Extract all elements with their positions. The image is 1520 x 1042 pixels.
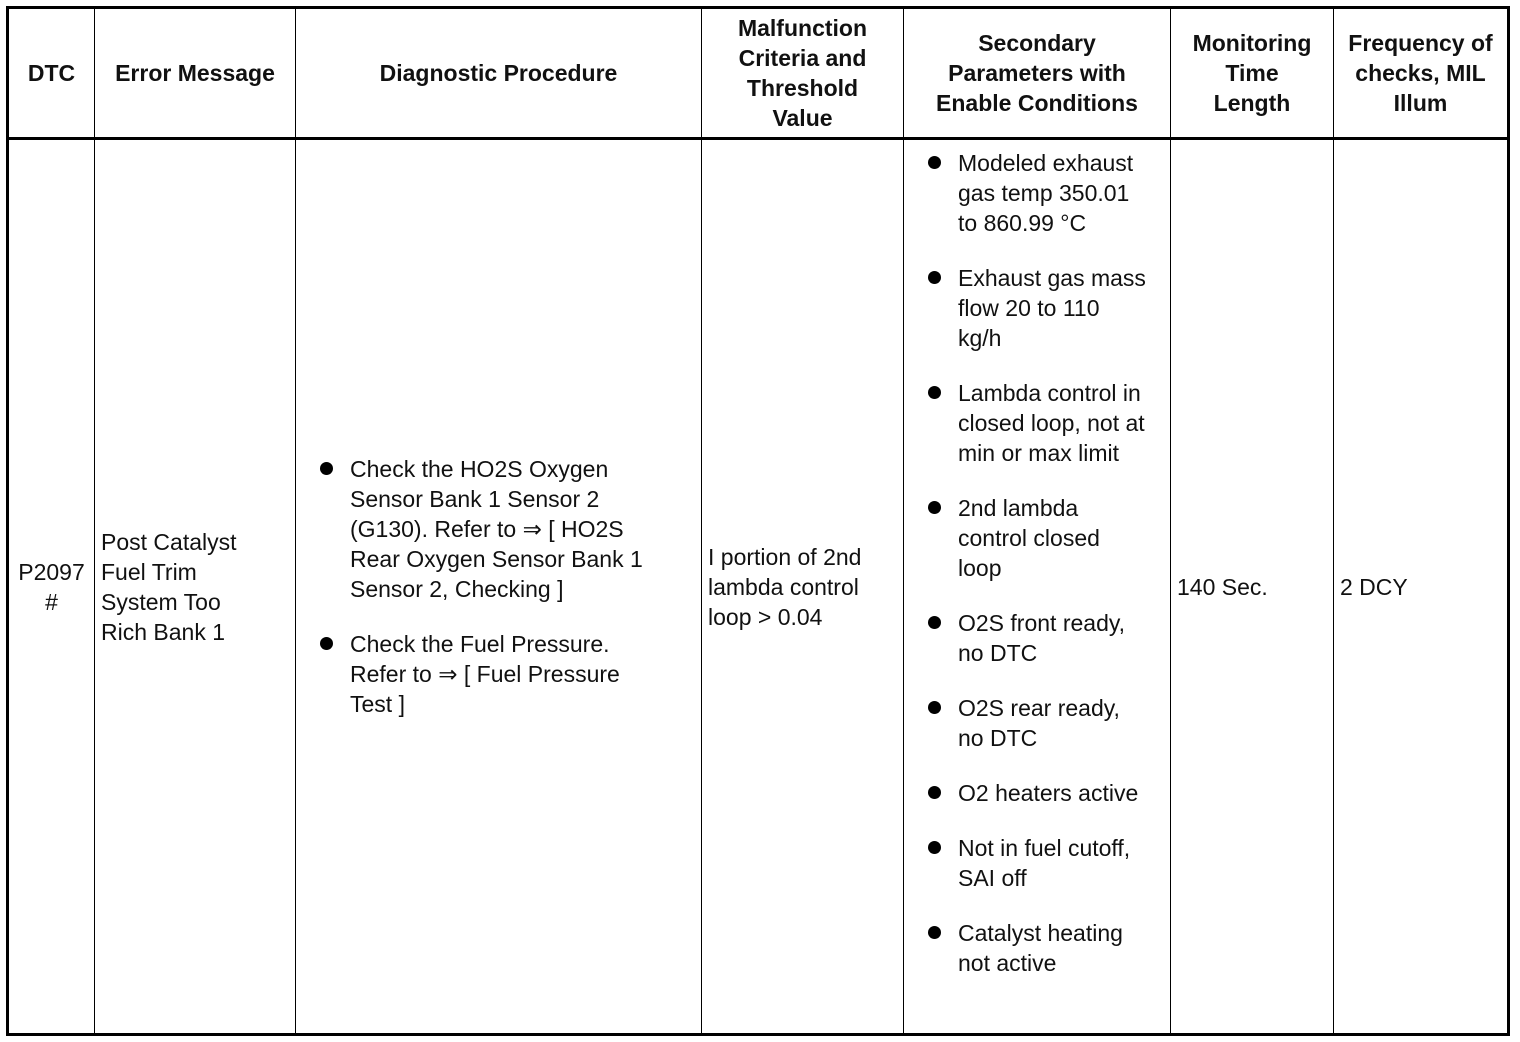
- secondary-parameter-item: Not in fuel cutoff, SAI off: [908, 833, 1168, 893]
- procedure-list: [302, 454, 695, 719]
- malfunction-criteria: I portion of 2nd lambda control loop > 0.04: [708, 543, 862, 630]
- table-row: [8, 139, 1509, 1035]
- bullet-icon: [928, 841, 941, 854]
- header-diagnostic-procedure: Diagnostic Procedure: [296, 8, 702, 139]
- header-error-message: Error Message: [95, 8, 296, 139]
- procedure-item: Check the HO2S Oxygen Sensor Bank 1 Sensor 2 (G130). Refer to ⇒ [ HO2S Rear Oxygen Sensor Bank 1 Sensor 2, Checking ]: [302, 454, 695, 604]
- dtc-code-cell: [8, 139, 95, 1035]
- diagnostic-procedure-cell: [296, 139, 702, 1035]
- frequency-cell: [1334, 139, 1509, 1035]
- bullet-icon: [928, 501, 941, 514]
- procedure-item: Check the Fuel Pressure. Refer to ⇒ [ Fuel Pressure Test ]: [302, 629, 695, 719]
- dtc-table: [6, 6, 1510, 1036]
- bullet-icon: [928, 616, 941, 629]
- secondary-parameter-item: O2S rear ready, no DTC: [908, 693, 1168, 753]
- error-message: Post Catalyst Fuel Trim System Too Rich Bank 1: [101, 528, 237, 645]
- malfunction-criteria-cell: [702, 139, 904, 1035]
- header-monitoring-time: Monitoring Time Length: [1171, 8, 1334, 139]
- secondary-parameters-list: [908, 148, 1168, 978]
- bullet-icon: [928, 386, 941, 399]
- error-message-cell: [95, 139, 296, 1035]
- bullet-icon: [928, 926, 941, 939]
- frequency: 2 DCY: [1340, 573, 1408, 600]
- bullet-icon: [928, 156, 941, 169]
- header-malfunction-criteria: Malfunction Criteria and Threshold Value: [702, 8, 904, 139]
- monitoring-time-cell: [1171, 139, 1334, 1035]
- secondary-parameter-item: 2nd lambda control closed loop: [908, 493, 1168, 583]
- secondary-parameters-cell: [904, 139, 1171, 1035]
- bullet-icon: [320, 462, 333, 475]
- secondary-parameter-item: Modeled exhaust gas temp 350.01 to 860.99 °C: [908, 148, 1168, 238]
- secondary-parameter-item: Catalyst heating not active: [908, 918, 1168, 978]
- header-secondary-parameters: Secondary Parameters with Enable Conditions: [904, 8, 1171, 139]
- secondary-parameter-item: O2 heaters active: [908, 778, 1168, 808]
- bullet-icon: [928, 701, 941, 714]
- bullet-icon: [928, 786, 941, 799]
- secondary-parameter-item: Exhaust gas mass flow 20 to 110 kg/h: [908, 263, 1168, 353]
- header-frequency: Frequency of checks, MIL Illum: [1334, 8, 1509, 139]
- monitoring-time: 140 Sec.: [1177, 573, 1268, 600]
- header-row: [8, 8, 1509, 139]
- secondary-parameter-item: O2S front ready, no DTC: [908, 608, 1168, 668]
- bullet-icon: [928, 271, 941, 284]
- dtc-code: P2097 #: [18, 558, 85, 615]
- header-dtc: DTC: [8, 8, 95, 139]
- secondary-parameter-item: Lambda control in closed loop, not at min or max limit: [908, 378, 1168, 468]
- bullet-icon: [320, 637, 333, 650]
